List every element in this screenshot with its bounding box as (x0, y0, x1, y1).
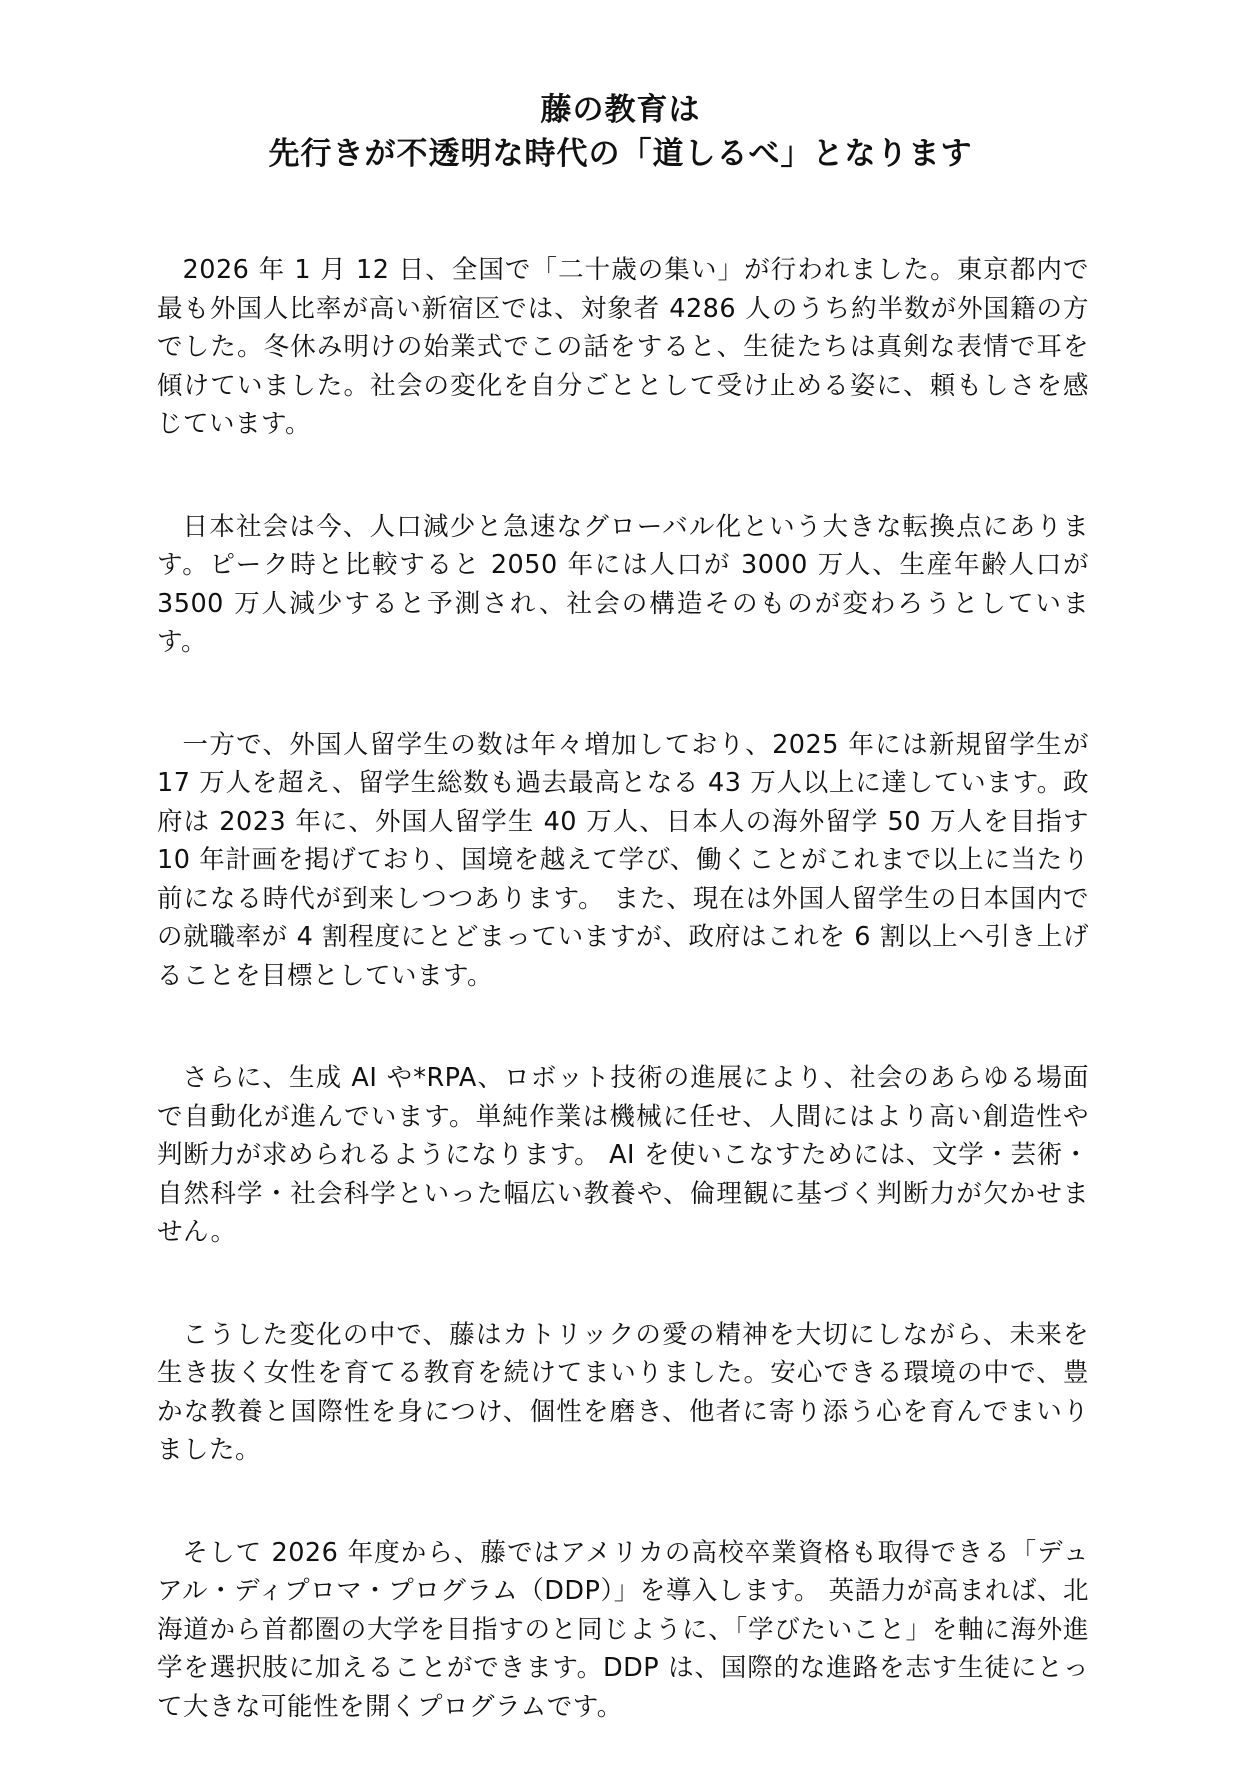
paragraph-5: こうした変化の中で、藤はカトリックの愛の精神を大切にしながら、未来を生き抜く女性を育てる教育を続けてまいりました。安心できる環境の中で、豊かな教養と国際性を身につけ、個性を磨き、他者に寄り添う心を育んでまいりました。 (157, 1319, 1089, 1465)
paragraph-1: 2026 年 1 月 12 日、全国で「二十歳の集い」が行われました。東京都内で最も外国人比率が高い新宿区では、対象者 4286 人のうち約半数が外国籍の方でした。冬休み明けの始業式でこの話をすると、生徒たちは真剣な表情で耳を傾けていました。社会の変化を自分ごととして受け止める姿に、頼もしさを感じています。 (157, 255, 1089, 439)
paragraph-6: そして 2026 年度から、藤ではアメリカの高校卒業資格も取得できる「デュアル・ディプロマ・プログラム（DDP）」を導入します。 英語力が高まれば、北海道から首都圏の大学を目指すのと同じように、「学びたいこと」を軸に海外進学を選択肢に加えることができます。DDP は、国際的な進路を志す生徒にとって大きな可能性を開くプログラムです。 (157, 1537, 1089, 1722)
paragraph-3: 一方で、外国人留学生の数は年々増加しており、2025 年には新規留学生が 17 万人を超え、留学生総数も過去最高となる 43 万人以上に達しています。政府は 2023 年に、外国人留学生 40 万人、日本人の海外留学 50 万人を目指す 10 年計画を掲げており、国境を越えて学び、働くことがこれまで以上に当たり前になる時代が到来しつつあります。 また、現在は外国人留学生の日本国内での就職率が 4 割程度にとどまっていますが、政府はこれを 6 割以上へ引き上げることを目標としています。 (157, 729, 1089, 991)
title-line-1: 藤の教育は (540, 92, 701, 128)
paragraph-2: 日本社会は今、人口減少と急速なグローバル化という大きな転換点にあります。ピーク時と比較すると 2050 年には人口が 3000 万人、生産年齢人口が 3500 万人減少すると予測され、社会の構造そのものが変わろうとしています。 (157, 511, 1089, 657)
document-body (157, 251, 1089, 1790)
title-line-2: 先行きが不透明な時代の「道しるべ」となります (268, 136, 973, 172)
paragraph-4: さらに、生成 AI や*RPA、ロボット技術の進展により、社会のあらゆる場面で自動化が進んでいます。単純作業は機械に任せ、人間にはより高い創造性や判断力が求められるようになります。 AI を使いこなすためには、文学・芸術・自然科学・社会科学といった幅広い教養や、倫理観に基づく判断力が欠かせません。 (157, 1063, 1089, 1247)
document-title (0, 88, 1241, 176)
